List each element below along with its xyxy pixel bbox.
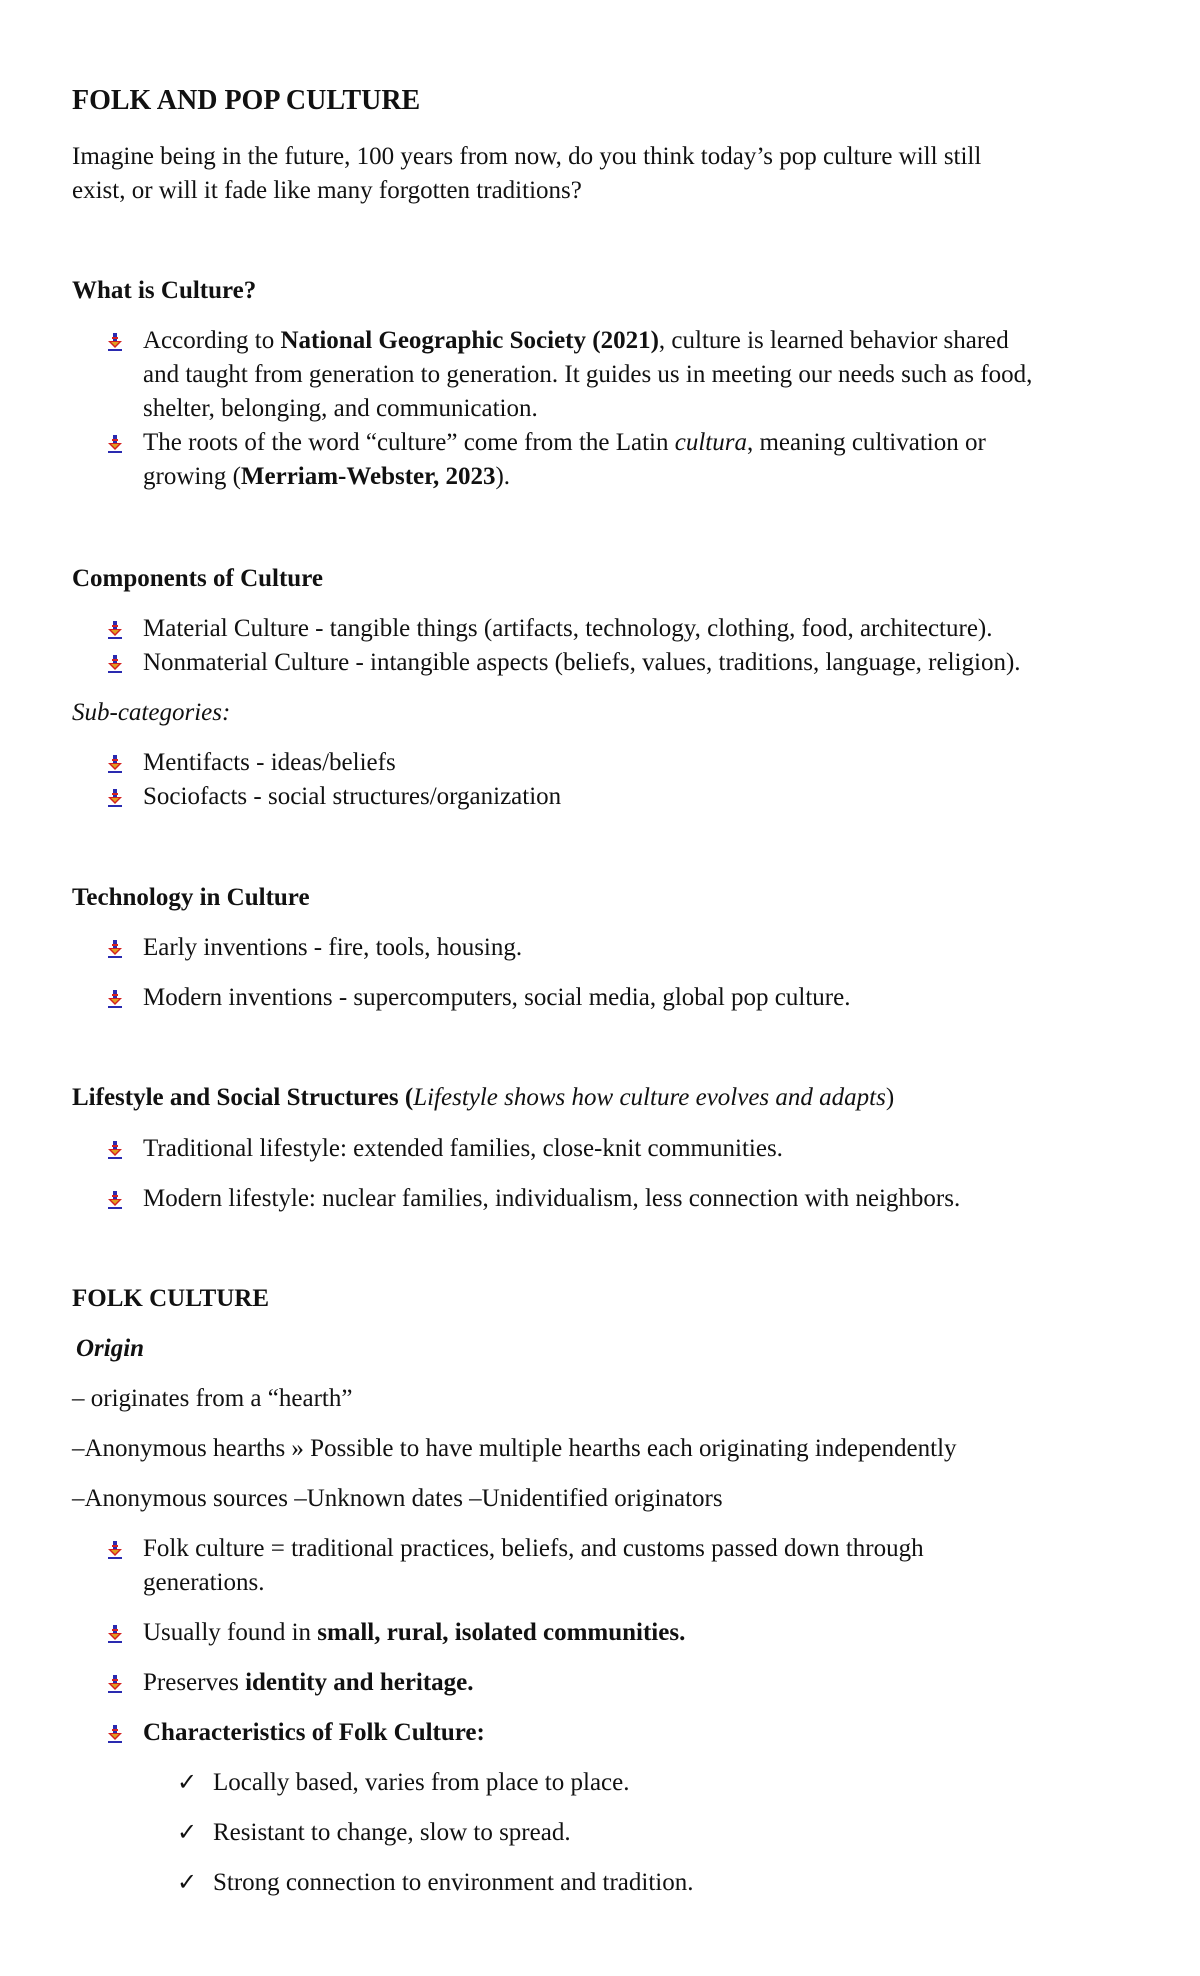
- list-item: [143, 1666, 1143, 1700]
- arrow-down-bullet-icon: [108, 655, 122, 673]
- page-title: FOLK AND POP CULTURE: [72, 85, 421, 116]
- emphasis: identity and heritage.: [245, 1669, 474, 1696]
- text-fragment: According to: [143, 327, 281, 354]
- list-item: Traditional lifestyle: extended families, close-knit communities.: [143, 1135, 783, 1162]
- arrow-down-bullet-icon: [108, 1725, 122, 1743]
- checkmark-icon: ✓: [177, 1820, 198, 1846]
- citation-national-geographic: National Geographic Society (2021): [280, 327, 659, 354]
- text-fragment: , meaning cultivation or: [746, 429, 986, 456]
- text-fragment: and taught from generation to generation. It guides us in meeting our needs such as food,: [143, 361, 1033, 388]
- arrow-down-bullet-icon: [108, 435, 122, 453]
- intro-paragraph-line-1: Imagine being in the future, 100 years from now, do you think today’s pop culture will still: [72, 143, 982, 170]
- check-item: Locally based, varies from place to place.: [213, 1769, 630, 1796]
- intro-paragraph-line-2: exist, or will it fade like many forgotten traditions?: [72, 177, 582, 204]
- list-item: Mentifacts - ideas/beliefs: [143, 749, 396, 776]
- arrow-down-bullet-icon: [108, 333, 122, 351]
- arrow-down-bullet-icon: [108, 1141, 122, 1159]
- arrow-down-bullet-icon: [108, 621, 122, 639]
- list-item: Modern inventions - supercomputers, social media, global pop culture.: [143, 984, 851, 1011]
- text-fragment: The roots of the word “culture” come from the Latin: [143, 429, 675, 456]
- latin-word: cultura: [674, 429, 747, 456]
- section-heading-folk-culture: FOLK CULTURE: [72, 1285, 270, 1312]
- text-fragment: shelter, belonging, and communication.: [143, 395, 538, 422]
- arrow-down-bullet-icon: [108, 755, 122, 773]
- check-item: Resistant to change, slow to spread.: [213, 1819, 571, 1846]
- text-fragment: Folk culture = traditional practices, beliefs, and customs passed down through: [143, 1535, 924, 1562]
- emphasis: small, rural, isolated communities.: [317, 1619, 686, 1646]
- list-item: Material Culture - tangible things (artifacts, technology, clothing, food, architecture).: [143, 615, 993, 642]
- text-fragment: ): [885, 1084, 895, 1111]
- sub-categories-label: Sub-categories:: [72, 699, 231, 726]
- arrow-down-bullet-icon: [108, 990, 122, 1008]
- section-heading-lifestyle: [72, 1081, 894, 1115]
- list-item: Modern lifestyle: nuclear families, individualism, less connection with neighbors.: [143, 1185, 961, 1212]
- origin-line: –Anonymous sources –Unknown dates –Unidentified originators: [72, 1485, 723, 1512]
- text-fragment: , culture is learned behavior shared: [658, 327, 1009, 354]
- arrow-down-bullet-icon: [108, 789, 122, 807]
- list-item: Nonmaterial Culture - intangible aspects (beliefs, values, traditions, language, religion).: [143, 649, 1021, 676]
- list-item: Early inventions - fire, tools, housing.: [143, 934, 523, 961]
- list-item: Sociofacts - social structures/organization: [143, 783, 562, 810]
- text-fragment: Preserves: [143, 1669, 246, 1696]
- lifestyle-note: Lifestyle shows how culture evolves and adapts: [413, 1084, 886, 1111]
- text-fragment: ).: [495, 463, 511, 490]
- origin-label: Origin: [76, 1335, 145, 1362]
- folk-definition-bullet: [143, 1532, 1143, 1600]
- list-item: [143, 1616, 1143, 1650]
- check-item: Strong connection to environment and tradition.: [213, 1869, 694, 1896]
- text-fragment: Usually found in: [143, 1619, 318, 1646]
- citation-merriam-webster: Merriam-Webster, 2023: [240, 463, 496, 490]
- arrow-down-bullet-icon: [108, 1191, 122, 1209]
- arrow-down-bullet-icon: [108, 1675, 122, 1693]
- origin-line: – originates from a “hearth”: [72, 1385, 353, 1412]
- section-heading-technology: Technology in Culture: [72, 884, 310, 911]
- checkmark-icon: ✓: [177, 1870, 198, 1896]
- culture-definition-bullet: [143, 324, 1143, 426]
- characteristics-heading: Characteristics of Folk Culture:: [143, 1719, 485, 1746]
- heading-text: Lifestyle and Social Structures: [72, 1084, 399, 1111]
- section-heading-components: Components of Culture: [72, 565, 323, 592]
- section-heading-what-is-culture: What is Culture?: [72, 277, 257, 304]
- text-fragment: growing (: [143, 463, 241, 490]
- culture-etymology-bullet: [143, 426, 1143, 494]
- text-fragment: (: [398, 1084, 414, 1111]
- checkmark-icon: ✓: [177, 1770, 198, 1796]
- arrow-down-bullet-icon: [108, 940, 122, 958]
- text-fragment: generations.: [143, 1569, 265, 1596]
- origin-line: –Anonymous hearths » Possible to have multiple hearths each originating independently: [72, 1435, 957, 1462]
- arrow-down-bullet-icon: [108, 1541, 122, 1559]
- arrow-down-bullet-icon: [108, 1625, 122, 1643]
